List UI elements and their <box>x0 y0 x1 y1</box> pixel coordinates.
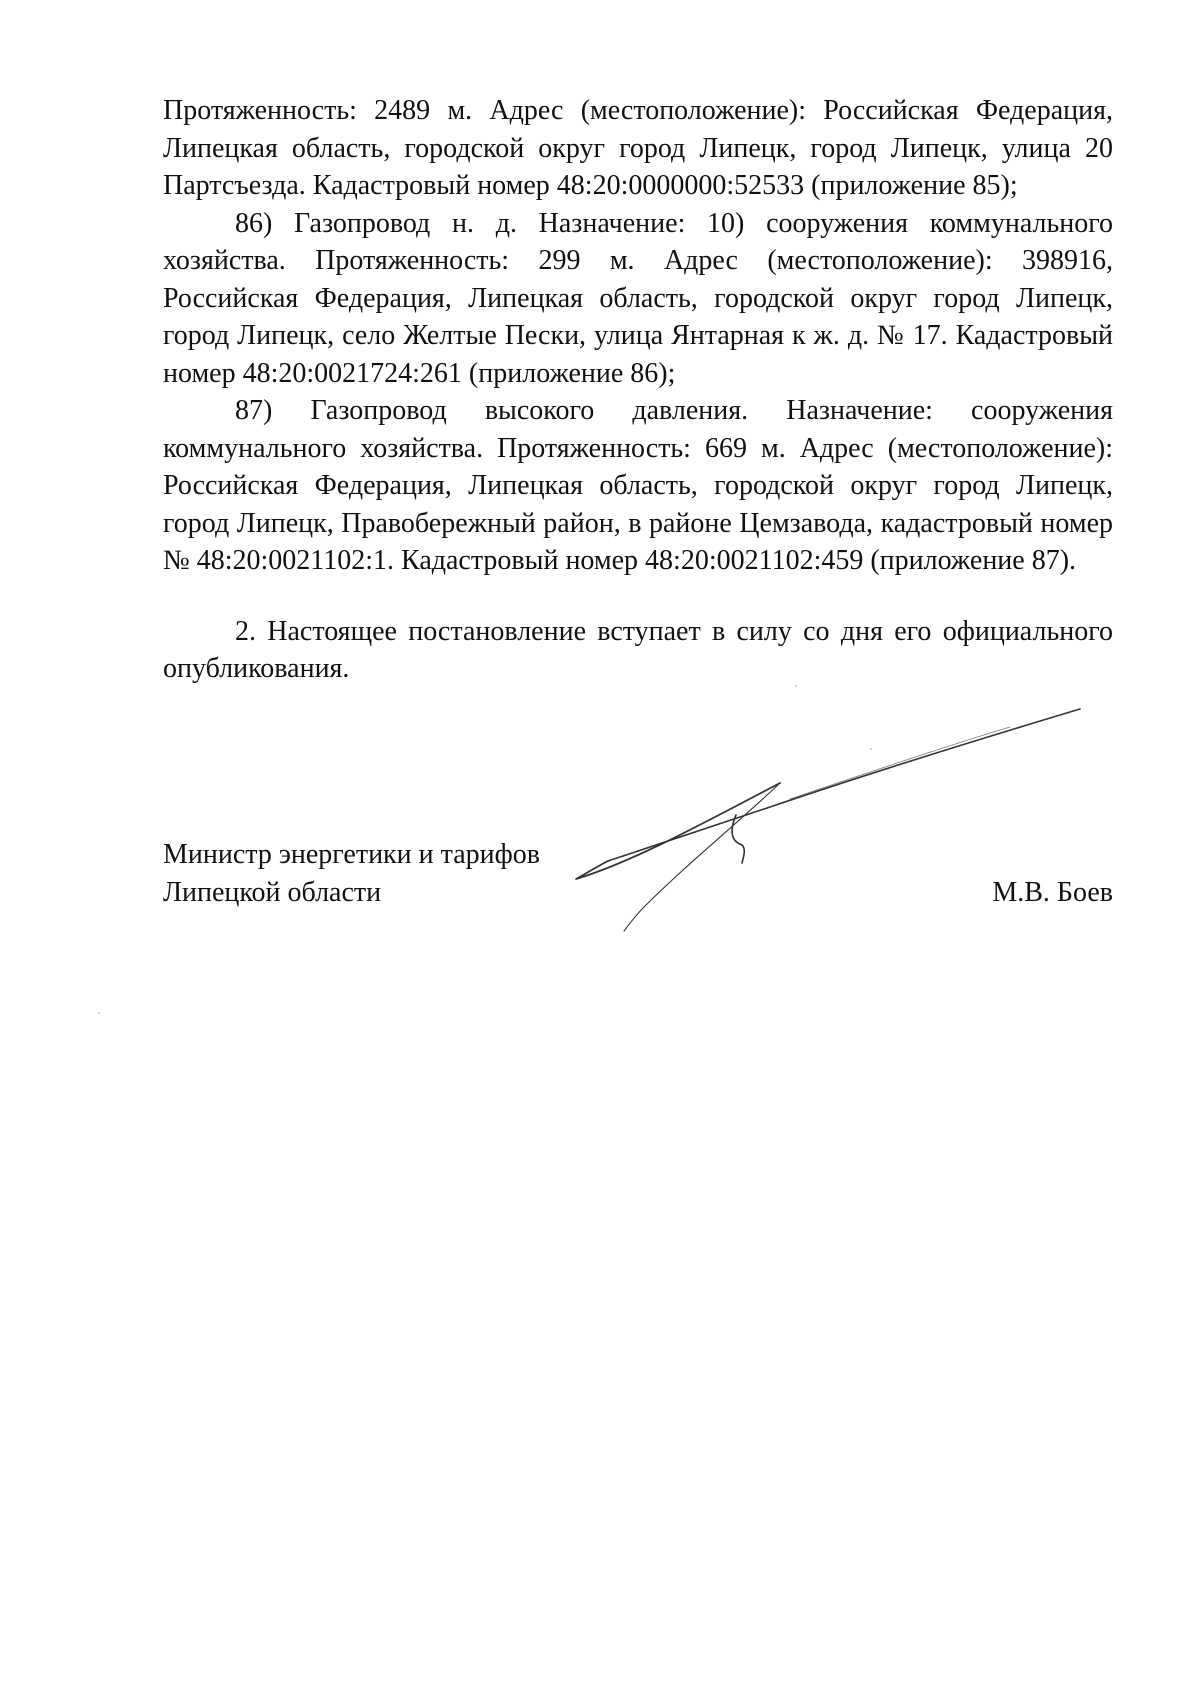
scan-speck <box>795 685 797 687</box>
signer-name: М.В. Боев <box>992 876 1113 908</box>
scan-speck <box>870 748 872 750</box>
paragraph-item-87: 87) Газопровод высокого давления. Назначение: сооружения коммунального хозяйства. Протяженность: 669 м. Адрес (местоположение): Российская Федерация, Липецкая область, городской округ город Липецк, город Липецк, Правобережный район, в районе Цемзавода, кадастровый номер № 48:20:0021102:1. Кадастровый номер 48:20:0021102:459 (приложение 87). <box>163 395 1113 576</box>
signature-stroke-faint <box>790 727 1010 799</box>
paragraph-spacer <box>163 580 1113 613</box>
handwritten-signature <box>570 695 1090 970</box>
paragraph-clause-2: 2. Настоящее постановление вступает в силу со дня его официального опубликования. <box>163 615 1113 684</box>
signature-stroke-tail <box>624 783 780 931</box>
signature-stroke-long <box>608 709 1080 861</box>
document-body <box>163 92 1113 688</box>
signature-stroke-loop <box>576 783 780 879</box>
signer-position-line-2: Липецкой области <box>163 876 382 908</box>
signature-stroke-hook <box>732 815 744 863</box>
scan-speck <box>98 1012 100 1014</box>
paragraph-item-86: 86) Газопровод н. д. Назначение: 10) сооружения коммунального хозяйства. Протяженность: 299 м. Адрес (местоположение): 398916, Российская Федерация, Липецкая область, городской округ город Липецк, город Липецк, село Желтые Пески, улица Янтарная к ж. д. № 17. Кадастровый номер 48:20:0021724:261 (приложение 86); <box>163 207 1113 389</box>
signer-position-line-1: Министр энергетики и тарифов <box>163 839 540 870</box>
signer-position <box>163 836 540 911</box>
paragraph-item-85-continuation: Протяженность: 2489 м. Адрес (местоположение): Российская Федерация, Липецкая область, городской округ город Липецк, город Липецк, улица 20 Партсъезда. Кадастровый номер 48:20:0000000:52533 (приложение 85); <box>163 95 1113 201</box>
